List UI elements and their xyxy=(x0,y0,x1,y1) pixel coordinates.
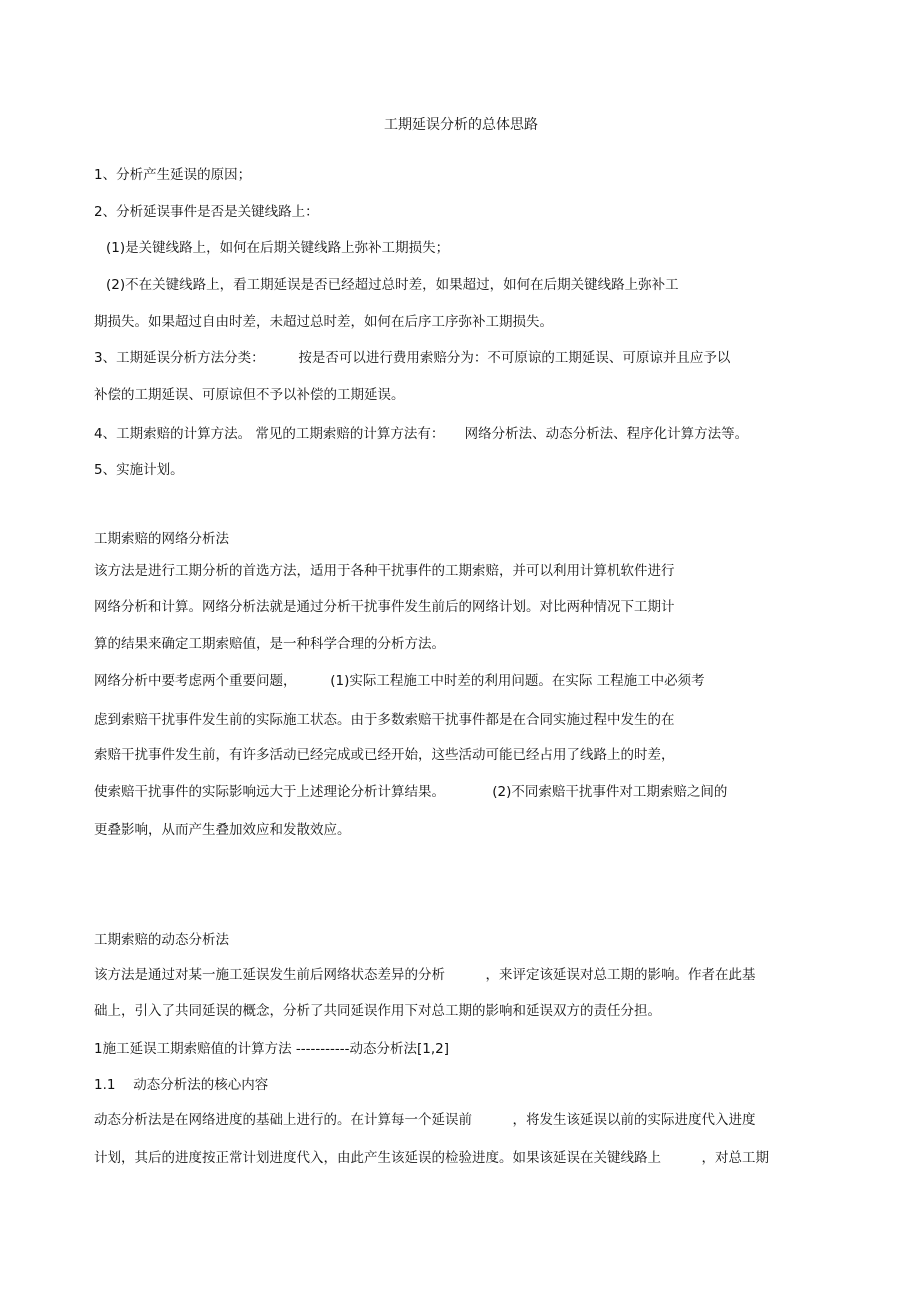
text-line: 5、实施计划。 xyxy=(94,462,184,478)
text-line: 该方法是进行工期分析的首选方法，适用于各种干扰事件的工期索赔，并可以利用计算机软件进行 xyxy=(94,563,675,579)
text-line: 4、工期索赔的计算方法。 常见的工期索赔的计算方法有： 网络分析法、动态分析法、程序化计算方法等。 xyxy=(94,426,749,442)
text-line: 该方法是通过对某一施工延误发生前后网络状态差异的分析 ，来评定该延误对总工期的影响。作者在此基 xyxy=(94,967,756,983)
subsection-heading: 1施工延误工期索赔值的计算方法 -----------动态分析法[1,2] xyxy=(94,1041,449,1057)
text-line: 2、分析延误事件是否是关键线路上： xyxy=(94,204,319,220)
page-title: 工期延误分析的总体思路 xyxy=(384,117,538,133)
text-line: 索赔干扰事件发生前，有许多活动已经完成或已经开始，这些活动可能已经占用了线路上的时差， xyxy=(94,747,675,763)
text-line: 础上，引入了共同延误的概念，分析了共同延误作用下对总工期的影响和延误双方的责任分担。 xyxy=(94,1003,661,1019)
text-line: 更叠影响，从而产生叠加效应和发散效应。 xyxy=(94,822,351,838)
text-line: 虑到索赔干扰事件发生前的实际施工状态。由于多数索赔干扰事件都是在合同实施过程中发生的在 xyxy=(94,712,675,728)
section-heading: 工期索赔的动态分析法 xyxy=(94,932,229,948)
text-line: 补偿的工期延误、可原谅但不予以补偿的工期延误。 xyxy=(94,387,405,403)
text-line: 网络分析和计算。网络分析法就是通过分析干扰事件发生前后的网络计划。对比两种情况下工期计 xyxy=(94,599,675,615)
subsection-heading: 1.1 动态分析法的核心内容 xyxy=(94,1077,269,1093)
text-line: 1、分析产生延误的原因； xyxy=(94,167,252,183)
text-line: 计划，其后的进度按正常计划进度代入，由此产生该延误的检验进度。如果该延误在关键线路上 ，对总工期 xyxy=(94,1150,769,1166)
text-line: (1)是关键线路上，如何在后期关键线路上弥补工期损失； xyxy=(106,240,450,256)
text-line: 网络分析中要考虑两个重要问题， (1)实际工程施工中时差的利用问题。在实际 工程施工中必须考 xyxy=(94,673,705,689)
text-line: (2)不在关键线路上，看工期延误是否已经超过总时差，如果超过，如何在后期关键线路上弥补工 xyxy=(106,277,679,293)
section-heading: 工期索赔的网络分析法 xyxy=(94,531,229,547)
text-line: 算的结果来确定工期索赔值，是一种科学合理的分析方法。 xyxy=(94,636,445,652)
text-line: 期损失。如果超过自由时差，未超过总时差，如何在后序工序弥补工期损失。 xyxy=(94,314,553,330)
text-line: 动态分析法是在网络进度的基础上进行的。在计算每一个延误前 ，将发生该延误以前的实际进度代入进度 xyxy=(94,1112,756,1128)
text-line: 使索赔干扰事件的实际影响远大于上述理论分析计算结果。 (2)不同索赔干扰事件对工期索赔之间的 xyxy=(94,784,728,800)
text-line: 3、工期延误分析方法分类： 按是否可以进行费用索赔分为：不可原谅的工期延误、可原谅并且应予以 xyxy=(94,350,731,366)
